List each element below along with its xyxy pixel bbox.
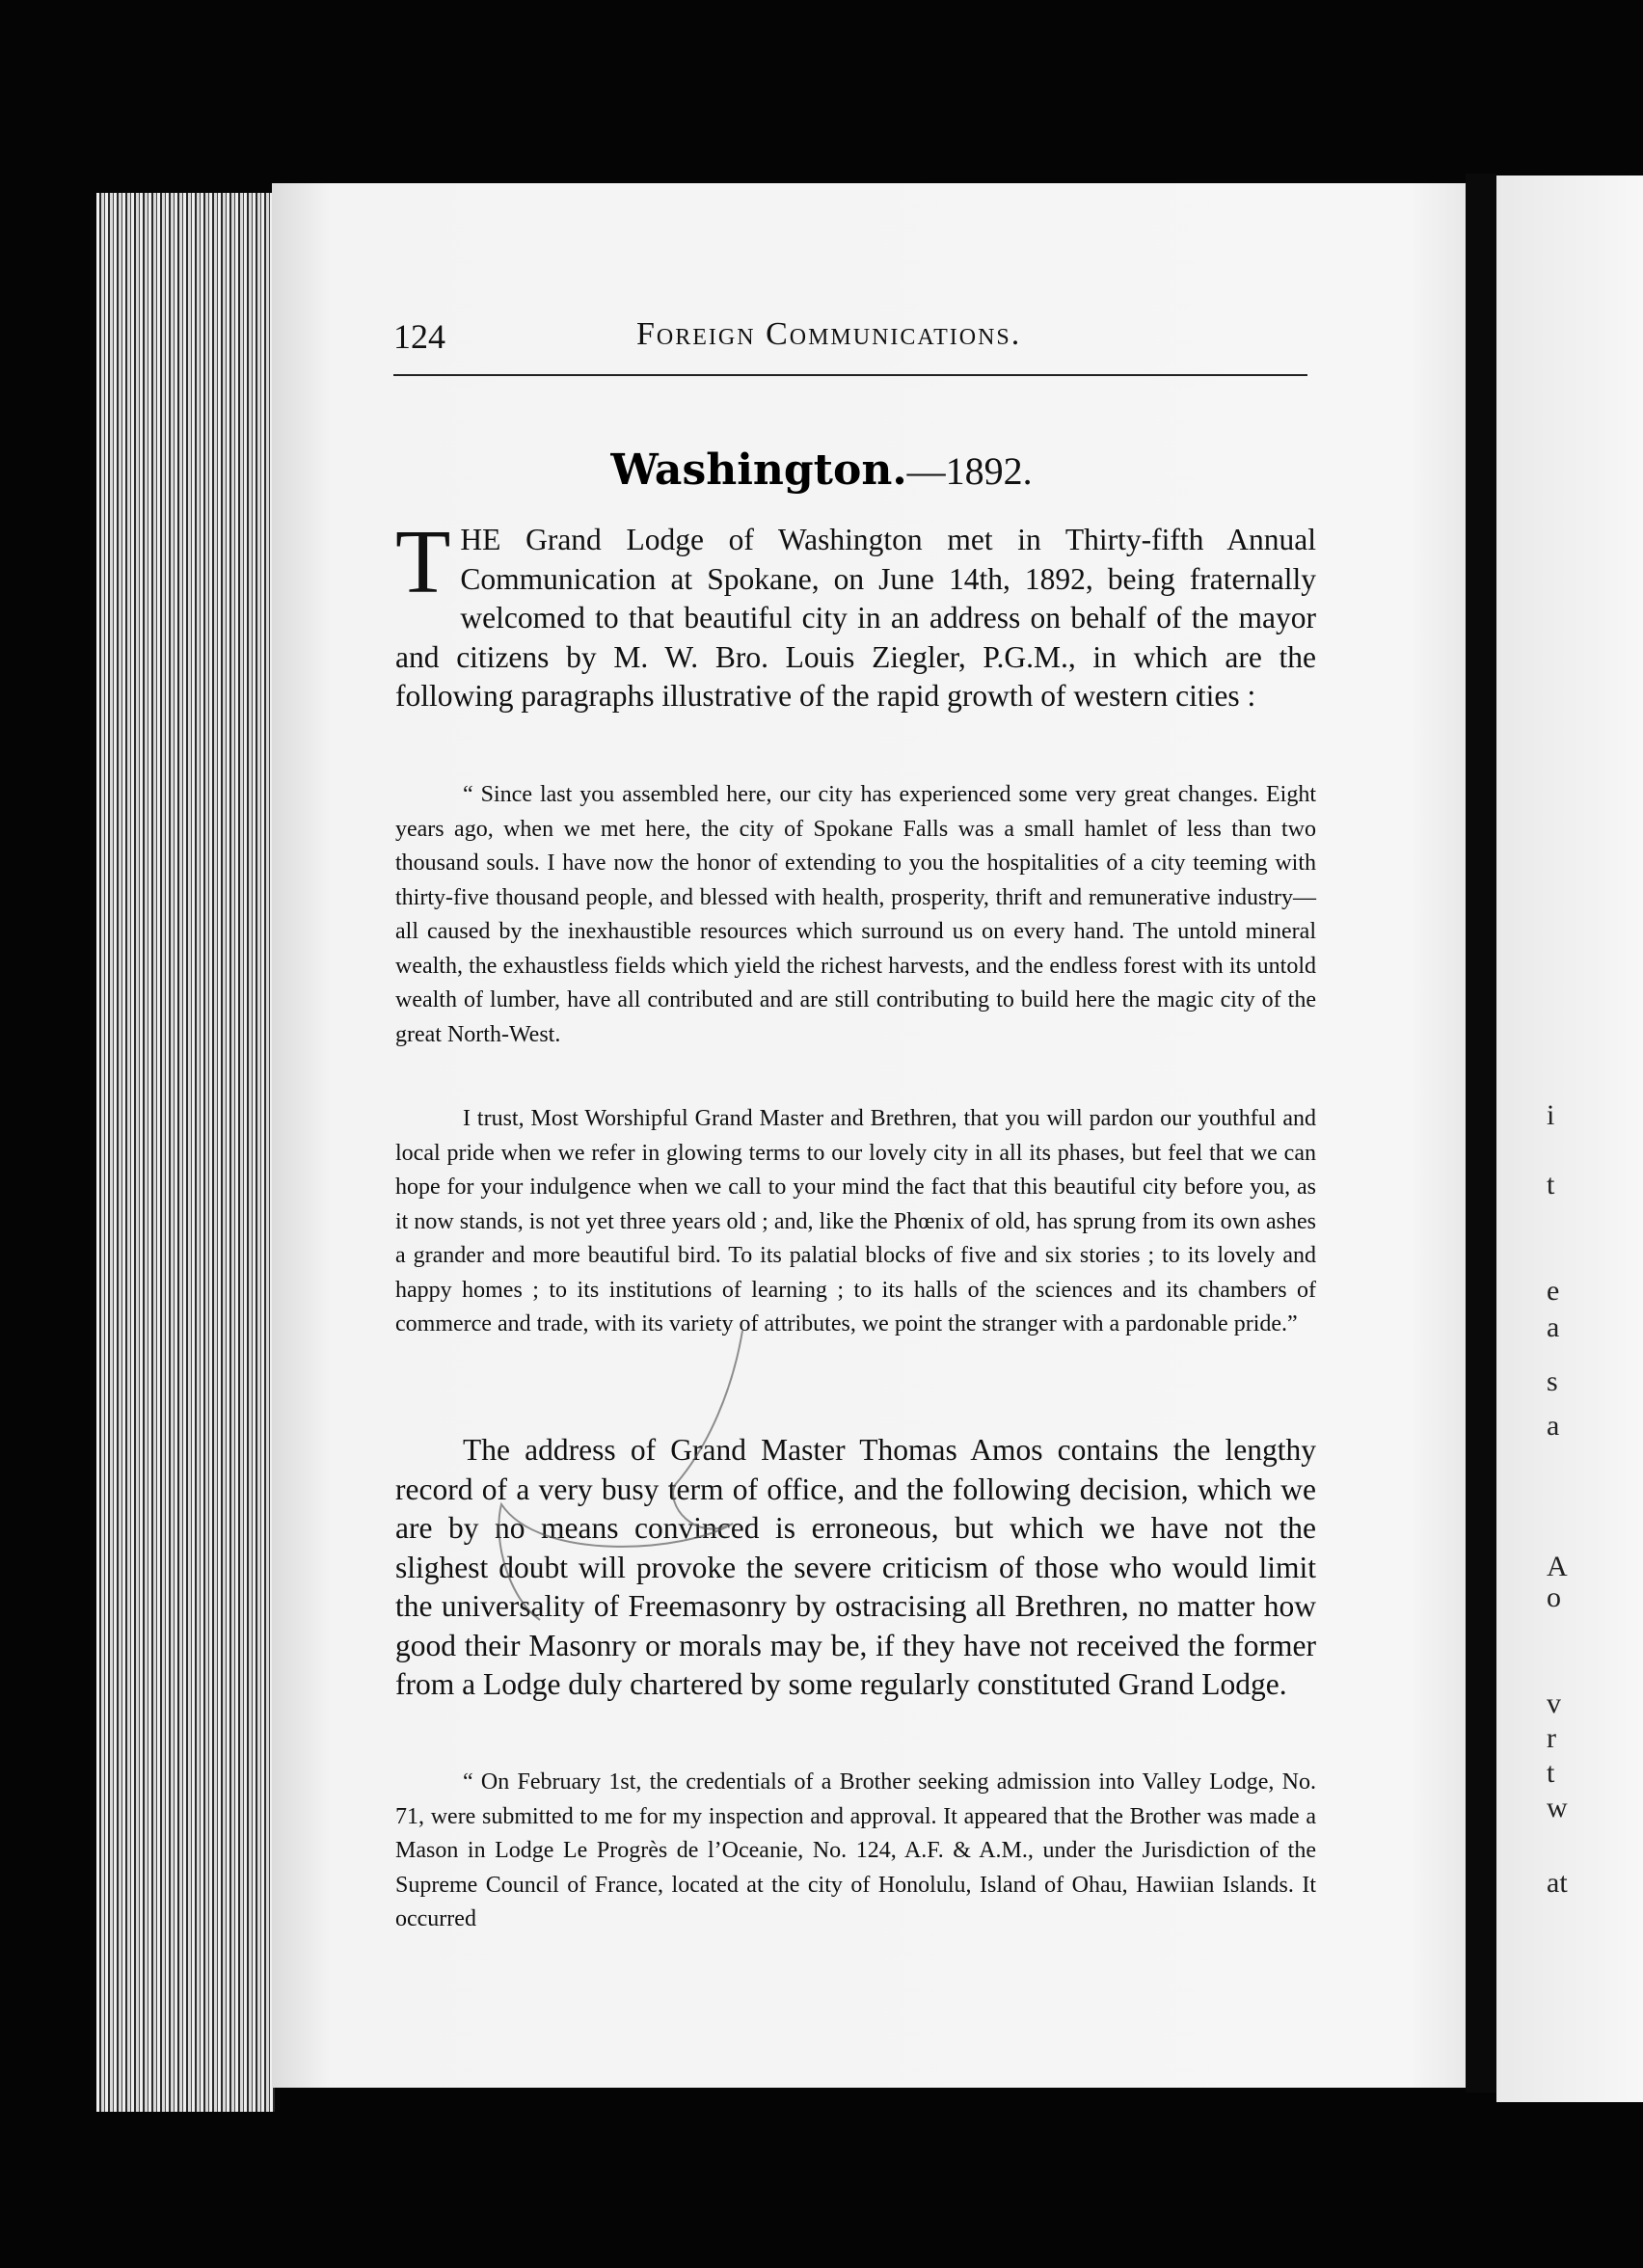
facing-fragment: a bbox=[1547, 1410, 1560, 1442]
facing-fragment: e bbox=[1547, 1275, 1560, 1307]
facing-fragment: a bbox=[1547, 1311, 1560, 1343]
facing-fragment: t bbox=[1547, 1757, 1555, 1789]
intro-text: HE Grand Lodge of Washington met in Thirty-fifth Annual Communication at Spokane, on June 14th, 1892, being fraternally welcomed to that beautiful city in an address on behalf of the mayor and citizens by M. W. Bro. Louis Ziegler, P.G.M., in which are the following paragraphs illustrative of the rapid growth of western cities : bbox=[395, 523, 1316, 713]
facing-fragment: i bbox=[1547, 1099, 1555, 1131]
title-state: Washington. bbox=[610, 446, 907, 495]
facing-fragment: A bbox=[1547, 1551, 1568, 1582]
drop-cap: T bbox=[395, 512, 451, 612]
quote-paragraph-2: I trust, Most Worshipful Grand Master and Brethren, that you will pardon our youthful and local pride when we refer in glowing terms to our lovely city in all its phases, but feel that we can hope for your indulgence when we call to your mind the fact that this beautiful city before you, as it now stands, is not yet three years old ; and, like the Phœnix of old, has sprung from its own ashes a grander and more beautiful bird. To its palatial blocks of five and six stories ; to its lovely and happy homes ; to its institutions of learning ; to its halls of the sciences and its chambers of commerce and trade, with its variety of attributes, we point the stranger with a pardonable pride.” bbox=[395, 1106, 1316, 1336]
running-head: Foreign Communications. bbox=[636, 316, 1022, 352]
facing-fragment: o bbox=[1547, 1581, 1561, 1613]
facing-fragment: s bbox=[1547, 1365, 1558, 1397]
facing-fragment: v bbox=[1547, 1688, 1561, 1719]
facing-fragment: r bbox=[1547, 1722, 1556, 1754]
title-year: —1892. bbox=[906, 449, 1033, 493]
facing-fragment: t bbox=[1547, 1169, 1555, 1201]
quote-paragraph-1: “ Since last you assembled here, our city has experienced some very great changes. Eight years ago, when we met here, the city of Spokane Falls was a small hamlet of less than two thousand souls. I have now the honor of extending to you the hospitalities of a city teeming with thirty-five thousand people, and blessed with health, prosperity, thrift and remunerative industry—all caused by the inexhaustible resources which surround us on every hand. The untold mineral wealth, the exhaustless fields which yield the richest harvests, and the endless forest with its untold wealth of lumber, have all contributed and are still contributing to build here the magic city of the great North-West. bbox=[395, 782, 1316, 1047]
page-number: 124 bbox=[393, 317, 445, 356]
facing-fragment: at bbox=[1547, 1867, 1568, 1899]
body-paragraph-2: The address of Grand Master Thomas Amos contains the lengthy record of a very busy term of office, and the following decision, which we are by no means convinced is erroneous, but which we have not the slighest doubt will provoke the severe criticism of those who would limit the universality of Freemasonry by ostracising all Brethren, no matter how good their Masonry or morals may be, if they have not received the former from a Lodge duly chartered by some regularly constituted Grand Lodge. bbox=[395, 1433, 1316, 1701]
facing-fragment: w bbox=[1547, 1792, 1568, 1823]
quote-paragraph-3: “ On February 1st, the credentials of a Brother seeking admission into Valley Lodge, No. 71, were submitted to me for my inspection and approval. It appeared that the Brother was made a Mason in Lodge Le Progrès de l’Oceanie, No. 124, A.F. & A.M., under the Jurisdiction of the Supreme Council of France, located at the city of Honolulu, Island of Ohau, Hawiian Islands. It occurred bbox=[395, 1769, 1316, 1931]
